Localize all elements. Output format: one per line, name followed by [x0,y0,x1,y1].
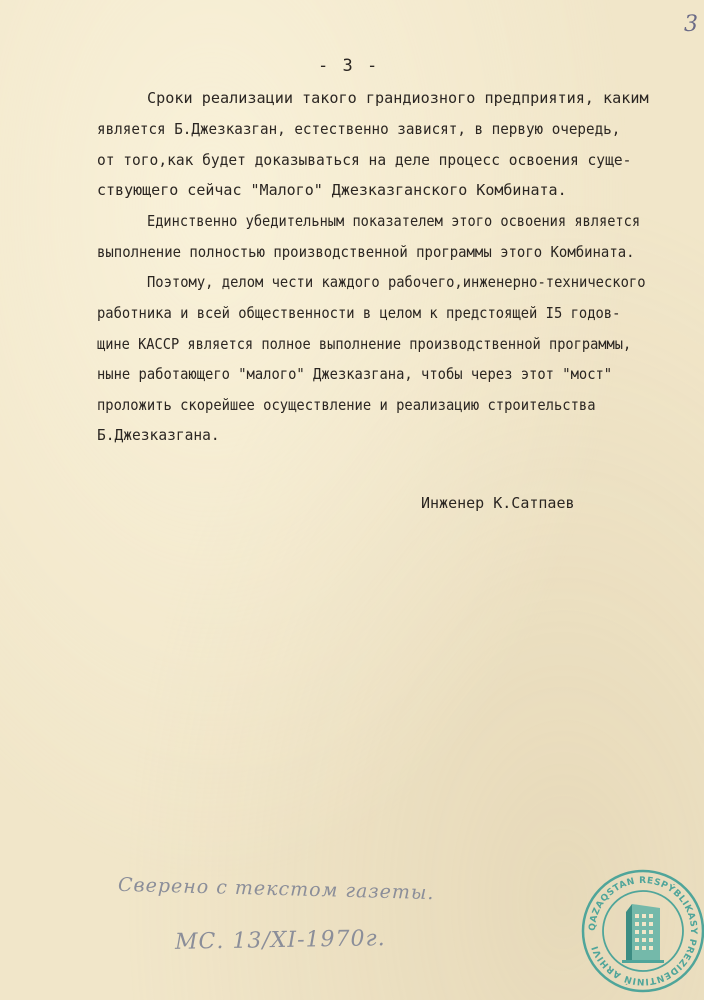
body-line: ныне работающего "малого" Джезказгана, чтобы через этот "мост" [97,365,613,383]
corner-page-mark: 3 [684,12,698,37]
archive-stamp [580,868,704,994]
body-line: является Б.Джезказган, естественно зависят, в первую очередь, [97,120,621,138]
body-line: работника и всей общественности в целом к предстоящей I5 годов- [97,304,621,322]
body-line: выполнение полностью производственной программы этого Комбината. [97,243,635,261]
stamp-text: QAZAQSTAN RESPÝBLIKASY PREZIDENTINIŃ ARHIVI [587,875,699,987]
page-number: - 3 - [318,56,380,76]
handwritten-note-line2: МС. 13/XI-1970г. [174,926,386,955]
archive-building-icon [622,904,664,963]
body-line: Б.Джезказгана. [97,426,220,444]
body-line: проложить скорейшее осуществление и реализацию строительства [97,396,596,414]
body-line: Поэтому, делом чести каждого рабочего,инженерно-технического [147,273,646,291]
body-line: Единственно убедительным показателем этого освоения является [147,212,641,230]
body-line: щине КАССР является полное выполнение производственной программы, [97,335,632,353]
body-line: от того,как будет доказываться на деле процесс освоения суще- [97,151,632,169]
body-line: Сроки реализации такого грандиозного предприятия, каким [147,89,649,107]
body-line: ствующего сейчас "Малого" Джезказганского Комбината. [97,181,567,199]
handwritten-note-line1: Сверено с текстом газеты. [117,873,435,905]
signature: Инженер К.Сатпаев [421,494,575,512]
